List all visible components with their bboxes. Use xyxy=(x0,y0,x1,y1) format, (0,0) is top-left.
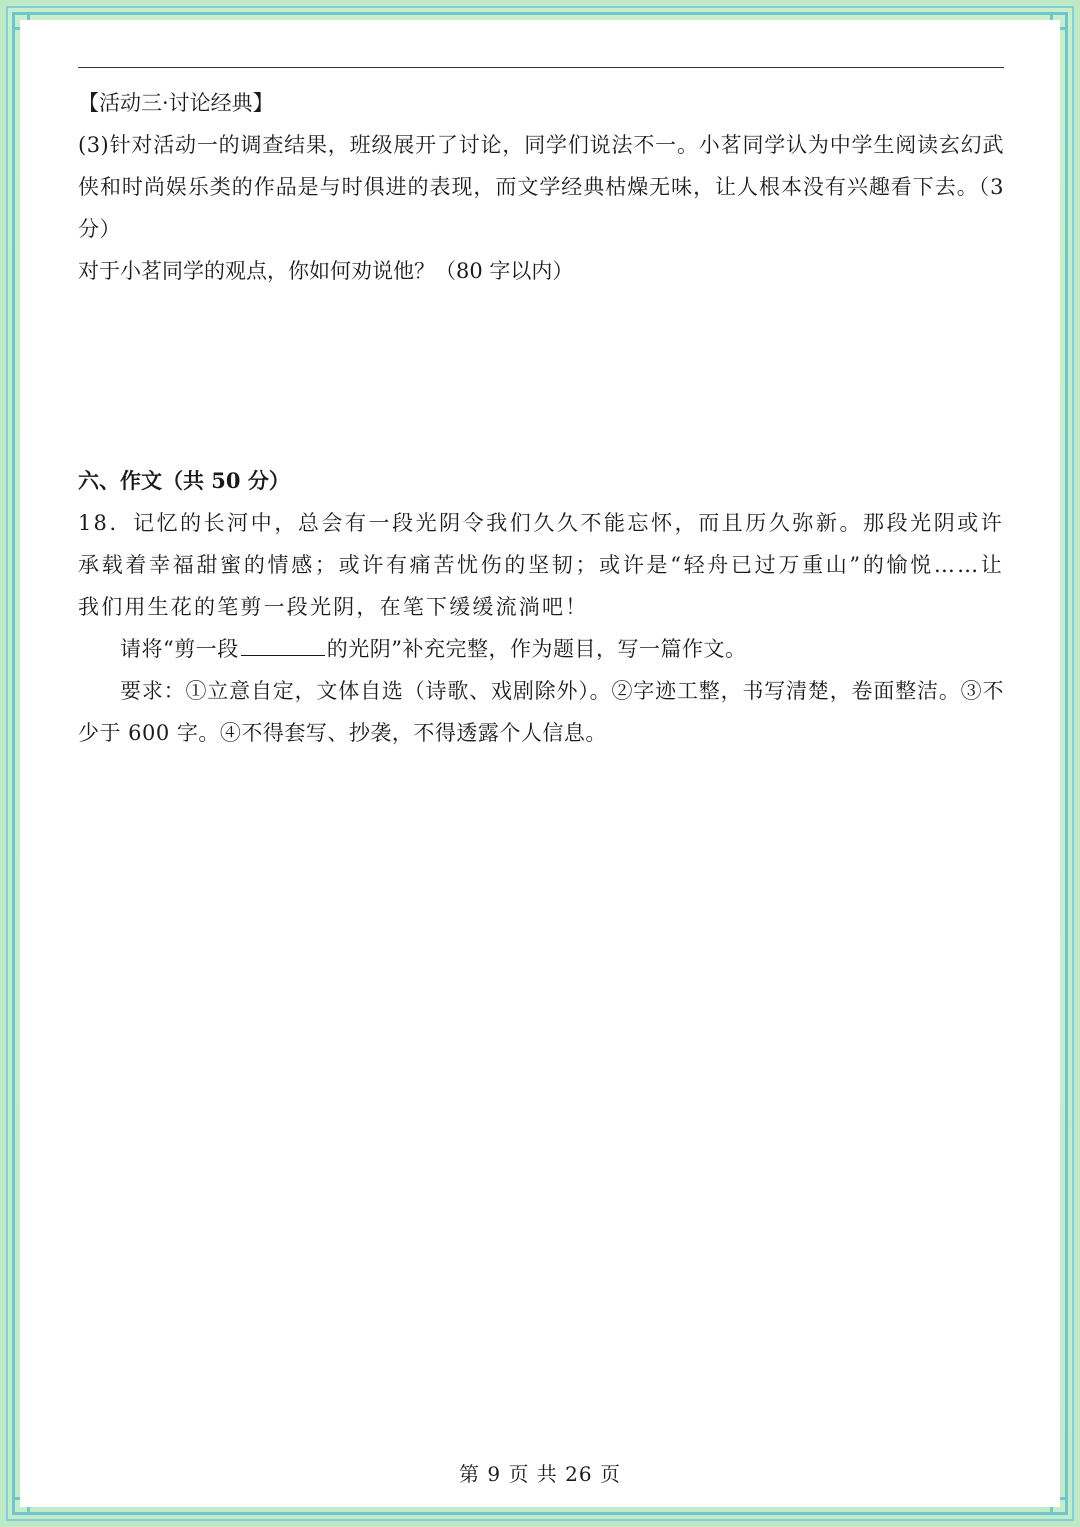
section-heading: 六、作文（共 50 分） xyxy=(78,468,290,493)
question-3-prompt: 对于小茗同学的观点，你如何劝说他？（80 字以内） xyxy=(78,259,574,283)
exam-page xyxy=(20,20,1060,1507)
page-content xyxy=(78,82,1004,754)
instruction-before: 请将“剪一段 xyxy=(120,637,239,661)
instruction-after: 的光阴”补充完整，作为题目，写一篇作文。 xyxy=(326,637,747,661)
essay-title-instruction xyxy=(78,628,1004,670)
header-rule xyxy=(78,67,1004,68)
page-number-footer: 第 9 页 共 26 页 xyxy=(459,1462,621,1486)
essay-requirements: 要求：①立意自定，文体自选（诗歌、戏剧除外）。②字迹工整，书写清楚，卷面整洁。③不少于 600 字。④不得套写、抄袭，不得透露个人信息。 xyxy=(78,679,1004,745)
title-blank xyxy=(241,633,325,656)
question-18-text: 18．记忆的长河中，总会有一段光阴令我们久久不能忘怀，而且历久弥新。那段光阴或许承载着幸福甜蜜的情感；或许有痛苦忧伤的坚韧；或许是“轻舟已过万重山”的愉悦……让我们用生花的笔剪一段光阴，在笔下缓缓流淌吧！ xyxy=(78,511,1004,619)
question-3-text: (3)针对活动一的调查结果，班级展开了讨论，同学们说法不一。小茗同学认为中学生阅读玄幻武侠和时尚娱乐类的作品是与时俱进的表现，而文学经典枯燥无味，让人根本没有兴趣看下去。（3分） xyxy=(78,133,1004,241)
activity-heading: 【活动三·讨论经典】 xyxy=(78,91,274,115)
